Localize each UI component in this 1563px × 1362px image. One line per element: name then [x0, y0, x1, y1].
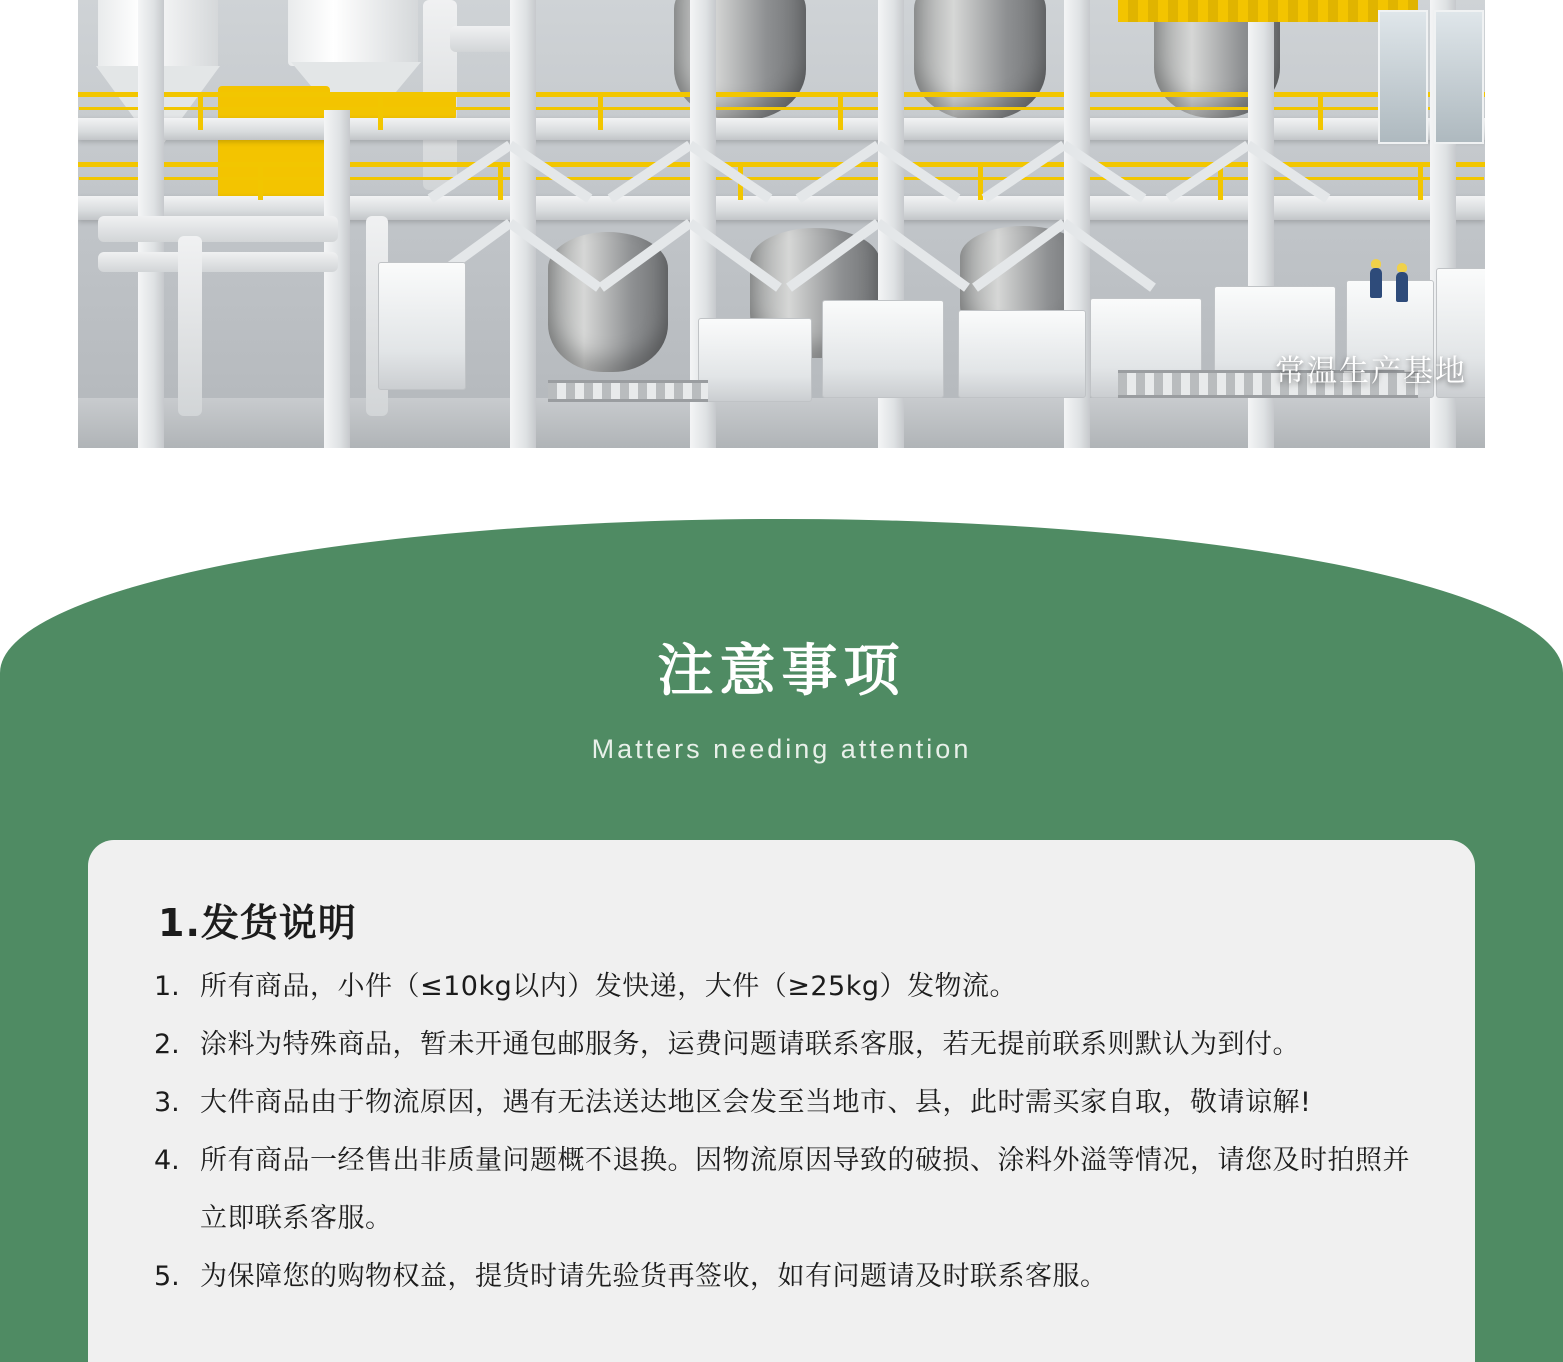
- process-machine: [958, 310, 1086, 398]
- notice-card: [88, 840, 1475, 1362]
- railing-post: [598, 92, 603, 130]
- photo-caption: 常温生产基地: [1275, 354, 1467, 389]
- duct-pipe: [98, 216, 338, 242]
- worker-figure: [1370, 268, 1382, 298]
- list-item: [144, 1016, 1419, 1074]
- railing-post: [378, 92, 383, 130]
- factory-window: [1378, 10, 1428, 144]
- factory-photo-scene: [78, 0, 1485, 448]
- conveyor-belt: [548, 380, 708, 402]
- railing-post: [1318, 92, 1323, 130]
- list-item-number: 1.: [154, 971, 180, 1002]
- railing-post: [498, 162, 503, 200]
- factory-photo: [78, 0, 1485, 448]
- notice-list: [144, 958, 1419, 1306]
- list-item: [144, 958, 1419, 1016]
- process-machine: [378, 262, 466, 390]
- process-machine: [698, 318, 812, 402]
- list-item: [144, 1248, 1419, 1306]
- notice-heading: 1.发货说明: [158, 901, 357, 945]
- diagonal-brace: [1166, 141, 1251, 203]
- list-item-number: 4.: [154, 1145, 180, 1176]
- list-item-number: 3.: [154, 1087, 180, 1118]
- section-subtitle: Matters needing attention: [591, 734, 972, 764]
- diagonal-brace: [982, 141, 1067, 203]
- silo-vessel: [288, 0, 418, 66]
- list-item: [144, 1074, 1419, 1132]
- list-item-text: 涂料为特殊商品，暂未开通包邮服务，运费问题请联系客服，若无提前联系则默认为到付。: [200, 1029, 1300, 1060]
- railing-post: [258, 162, 263, 200]
- section-title: 注意事项: [657, 639, 906, 704]
- list-item-number: 5.: [154, 1261, 180, 1292]
- silo-vessel: [218, 86, 330, 206]
- list-item-text: 大件商品由于物流原因，遇有无法送达地区会发至当地市、县，此时需买家自取，敬请谅解!: [200, 1087, 1312, 1118]
- list-item: [144, 1132, 1419, 1248]
- list-item-text: 所有商品一经售出非质量问题概不退换。因物流原因导致的破损、涂料外溢等情况，请您及时拍照并立即联系客服。: [200, 1145, 1410, 1234]
- diagonal-brace: [796, 141, 881, 203]
- support-column: [324, 110, 350, 448]
- railing-post: [838, 92, 843, 130]
- railing-post: [1418, 162, 1423, 200]
- process-machine: [822, 300, 944, 398]
- diagonal-brace: [608, 141, 693, 203]
- railing-post: [198, 92, 203, 130]
- list-item-text: 为保障您的购物权益，提货时请先验货再签收，如有问题请及时联系客服。: [200, 1261, 1108, 1292]
- list-item-number: 2.: [154, 1029, 180, 1060]
- upper-yellow-grating: [1118, 0, 1418, 22]
- list-item-text: 所有商品，小件（≤10kg以内）发快递，大件（≥25kg）发物流。: [200, 971, 1018, 1002]
- reactor-tank: [914, 0, 1046, 120]
- duct-pipe: [178, 236, 202, 416]
- factory-window: [1434, 10, 1484, 144]
- duct-pipe: [98, 252, 338, 272]
- worker-figure: [1396, 272, 1408, 302]
